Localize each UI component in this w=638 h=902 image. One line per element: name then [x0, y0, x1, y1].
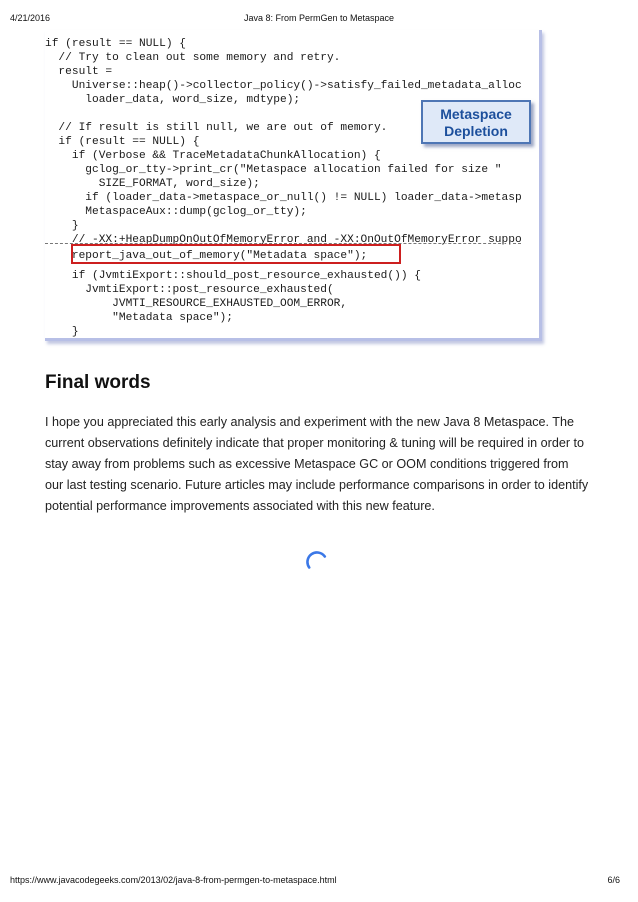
code-line: MetaspaceAux::dump(gclog_or_tty); [45, 206, 307, 218]
code-line: JVMTI_RESOURCE_EXHAUSTED_OOM_ERROR, [45, 298, 348, 310]
body-paragraph: I hope you appreciated this early analysis and experiment with the new Java 8 Metaspace. The current observations definitely indicate that proper monitoring & tuning will be required in order to stay away from problems such as excessive Metaspace GC or OOM conditions triggered from our last testing scenario. Future articles may include performance comparisons in order to identify potential performance improvements associated with this new feature. [45, 415, 589, 513]
loading-spinner-icon [306, 550, 328, 572]
callout-line-2: Depletion [444, 123, 508, 139]
code-line: // -XX:+HeapDumpOnOutOfMemoryError and -XX:OnOutOfMemoryError suppo [45, 234, 522, 246]
code-line: loader_data, word_size, mdtype); [45, 94, 301, 106]
section-heading: Final words [45, 372, 151, 393]
code-line: // If result is still null, we are out of memory. [45, 122, 388, 134]
print-url: https://www.javacodegeeks.com/2013/02/java-8-from-permgen-to-metaspace.html [10, 875, 337, 885]
code-line: JvmtiExport::post_resource_exhausted( [45, 284, 334, 296]
code-line: Universe::heap()->collector_policy()->satisfy_failed_metadata_alloc [45, 80, 522, 92]
highlight-box [71, 244, 401, 264]
code-line: // Try to clean out some memory and retry. [45, 52, 341, 64]
code-line: gclog_or_tty->print_cr("Metaspace allocation failed for size " [45, 164, 502, 176]
metaspace-depletion-callout [421, 100, 531, 144]
print-date: 4/21/2016 [10, 13, 51, 23]
code-line: if (Verbose && TraceMetadataChunkAllocation) { [45, 150, 381, 162]
highlighted-code-line: report_java_out_of_memory("Metadata space"); [45, 250, 368, 262]
code-line: } [45, 220, 79, 232]
print-header [0, 13, 638, 27]
code-line: if (JvmtiExport::should_post_resource_exhausted()) { [45, 270, 421, 282]
code-line: SIZE_FORMAT, word_size); [45, 178, 260, 190]
code-line: } [45, 326, 79, 338]
print-page-title: Java 8: From PermGen to Metaspace [243, 13, 395, 23]
code-line: if (result == NULL) { [45, 38, 186, 50]
callout-line-1: Metaspace [440, 106, 512, 122]
code-line: if (result == NULL) { [45, 136, 200, 148]
code-line: if (loader_data->metaspace_or_null() != NULL) loader_data->metasp [45, 192, 522, 204]
code-line: result = [45, 66, 113, 78]
code-screenshot-figure [45, 30, 542, 341]
print-footer [0, 875, 638, 889]
page-number: 6/6 [607, 875, 620, 885]
code-line: "Metadata space"); [45, 312, 233, 324]
